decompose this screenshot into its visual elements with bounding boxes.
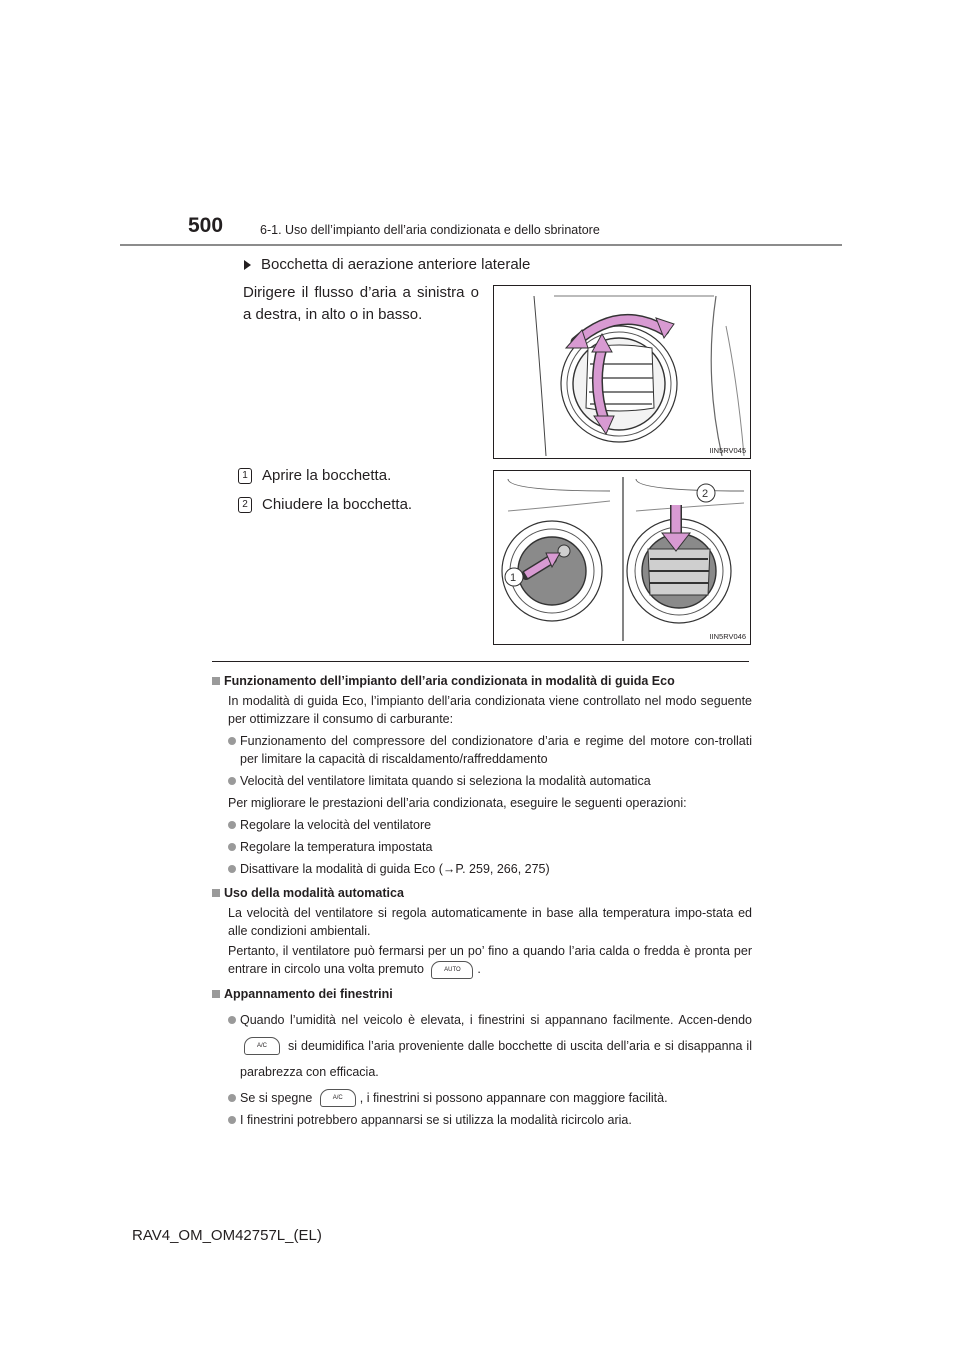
step-close — [238, 496, 412, 513]
triangle-bullet-icon — [244, 260, 251, 270]
step-number-badge: 2 — [238, 497, 252, 513]
svg-text:2: 2 — [702, 488, 709, 500]
round-bullet-icon — [228, 843, 236, 851]
list-item: Regolare la velocità del ventilatore — [228, 816, 752, 834]
round-bullet-icon — [228, 865, 236, 873]
page-number: 500 — [188, 214, 224, 237]
round-bullet-icon — [228, 777, 236, 785]
section-title: 6-1. Uso dell’impianto dell’aria condizionata e dello sbrinatore — [260, 223, 600, 237]
ac-button-icon: A/C — [244, 1037, 280, 1055]
ac-button-icon: A/C — [320, 1089, 356, 1107]
note-text: La velocità del ventilatore si regola automaticamente in base alla temperatura impo-stata ed alle condizioni ambientali. — [228, 906, 752, 938]
notes-divider — [212, 661, 749, 662]
round-bullet-icon — [228, 1016, 236, 1024]
list-item: Disattivare la modalità di guida Eco (→P. 259, 266, 275) — [228, 860, 752, 878]
step-open — [238, 467, 391, 484]
square-bullet-icon — [212, 889, 220, 897]
round-bullet-icon — [228, 737, 236, 745]
vent-open-close-illustration — [494, 471, 750, 644]
list-item: Quando l’umidità nel veicolo è elevata, i finestrini si appannano facilmente. Accen-dendo A/C si deumidifica l’aria proveniente dalle bocchette di uscita dell’aria e si disappanna il parabrezza con efficacia. — [228, 1007, 752, 1085]
document-code: RAV4_OM_OM42757L_(EL) — [132, 1227, 322, 1244]
list-item: Velocità del ventilatore limitata quando si seleziona la modalità automatica — [228, 772, 752, 790]
notes-section — [212, 669, 752, 1129]
round-bullet-icon — [228, 821, 236, 829]
square-bullet-icon — [212, 990, 220, 998]
header-rule — [120, 244, 842, 246]
svg-text:1: 1 — [510, 572, 517, 584]
figure-vent-open-close — [493, 470, 751, 645]
subheading — [244, 256, 530, 273]
figure-code: IIN5RV045 — [709, 446, 746, 455]
figure-vent-direction — [493, 285, 751, 459]
figure-code: IIN5RV046 — [709, 632, 746, 641]
note-heading-eco: Funzionamento dell’impianto dell’aria condizionata in modalità di guida Eco — [212, 672, 752, 690]
note-text: Per migliorare le prestazioni dell’aria condizionata, eseguire le seguenti operazioni: — [228, 796, 687, 810]
list-item: Regolare la temperatura impostata — [228, 838, 752, 856]
list-item: I finestrini potrebbero appannarsi se si utilizza la modalità ricircolo aria. — [228, 1111, 752, 1129]
round-bullet-icon — [228, 1116, 236, 1124]
list-item: Se si spegne A/C , i finestrini si possono appannare con maggiore facilità. — [228, 1089, 752, 1108]
step-number-badge: 1 — [238, 468, 252, 484]
round-bullet-icon — [228, 1094, 236, 1102]
step-text: Chiudere la bocchetta. — [262, 496, 413, 513]
square-bullet-icon — [212, 677, 220, 685]
note-text: In modalità di guida Eco, l’impianto dell’aria condizionata viene controllato nel modo seguente per ottimizzare il consumo di carburante: — [228, 694, 752, 726]
auto-button-icon: AUTO — [431, 961, 473, 979]
subheading-text: Bocchetta di aerazione anteriore laterale — [261, 256, 531, 273]
note-heading-fog: Appannamento dei finestrini — [212, 985, 752, 1003]
note-heading-auto: Uso della modalità automatica — [212, 884, 752, 902]
vent-direction-illustration — [494, 286, 750, 458]
step-text: Aprire la bocchetta. — [262, 467, 392, 484]
list-item: Funzionamento del compressore del condizionatore d’aria e regime del motore con-trollati per limitare la capacità di riscaldamento/raffreddamento — [228, 732, 752, 768]
note-text: Pertanto, il ventilatore può fermarsi per un po’ fino a quando l’aria calda o fredda è pronta per entrare in circolo una volta premuto AUTO . — [228, 942, 752, 979]
vent-instructions: Dirigere il flusso d’aria a sinistra o a destra, in alto o in basso. — [243, 284, 479, 323]
